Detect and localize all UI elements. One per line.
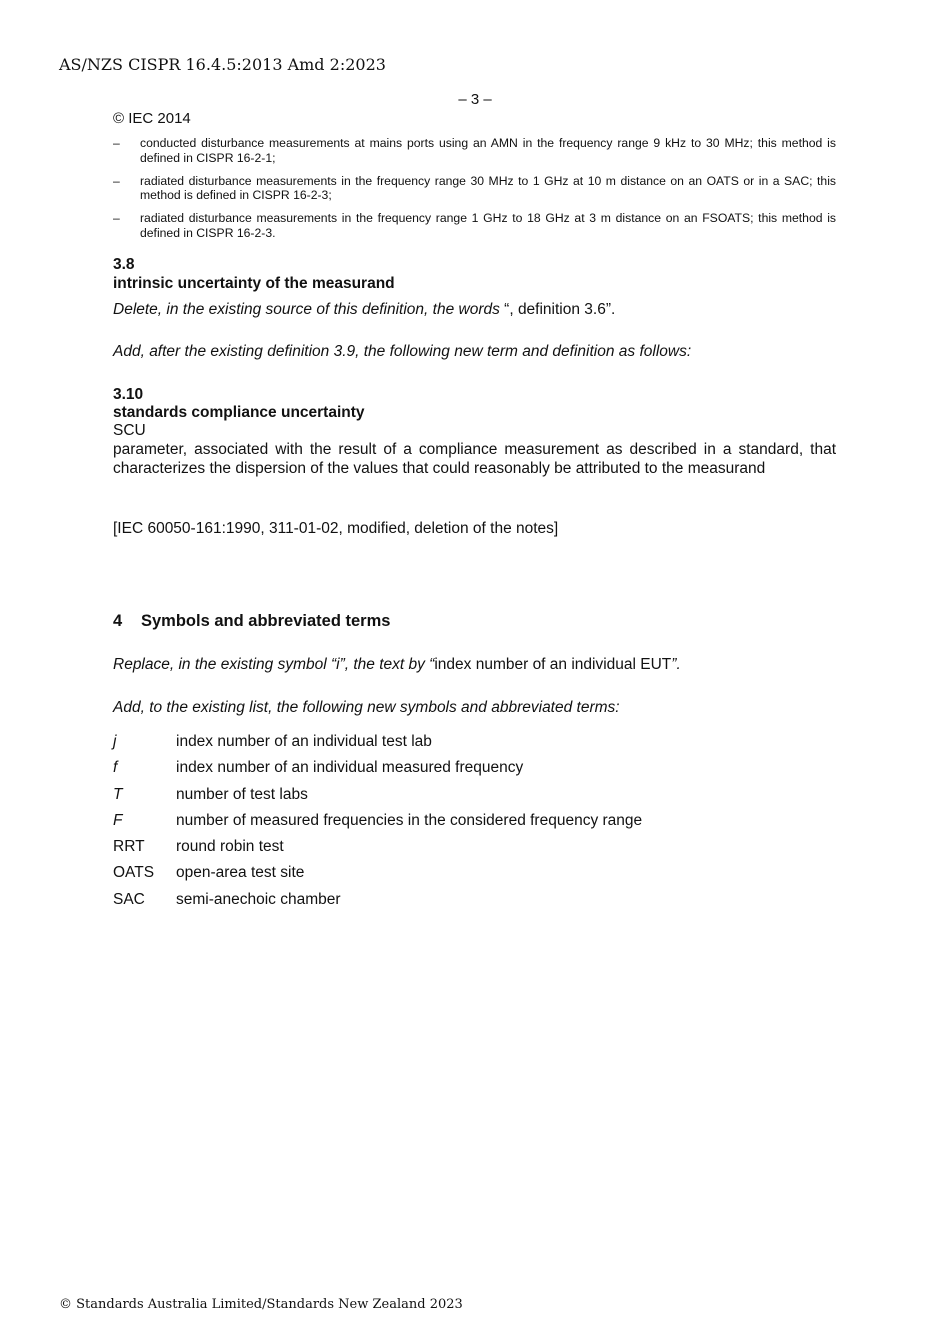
symbol-row <box>113 812 642 838</box>
symbol-meaning: open-area test site <box>176 864 305 882</box>
replace-instruction-end: ”. <box>671 656 681 673</box>
abbreviation: SAC <box>113 890 145 908</box>
clause-3-10-abbreviation: SCU <box>113 422 146 439</box>
instruction-plain: “, definition 3.6”. <box>499 301 616 318</box>
instruction-italic: Delete, in the existing source of this definition, the words <box>113 301 500 318</box>
clause-3-10-definition: parameter, associated with the result of a compliance measurement as described in a standard, that characterizes the dispersion of the values that could reasonably be attributed to the measurand <box>113 441 836 477</box>
add-symbols-instruction: Add, to the existing list, the following new symbols and abbreviated terms: <box>113 699 620 716</box>
symbol-row <box>113 891 642 917</box>
symbol-meaning: index number of an individual test lab <box>176 733 432 750</box>
methods-list <box>113 136 836 249</box>
abbreviation: OATS <box>113 864 155 882</box>
footer-copyright: © Standards Australia Limited/Standards New Zealand 2023 <box>59 1297 463 1312</box>
symbol: F <box>113 811 123 829</box>
list-dash: – <box>113 211 120 226</box>
list-item-text: radiated disturbance measurements in the frequency range 30 MHz to 1 GHz at 10 m distance on an OATS or in a SAC; this method is defined in CISPR 16-2-3; <box>140 173 836 203</box>
symbol-row <box>113 759 642 785</box>
symbol-meaning: number of measured frequencies in the considered frequency range <box>176 811 643 829</box>
symbols-list <box>113 733 642 917</box>
symbol-meaning: semi-anechoic chamber <box>176 890 341 908</box>
replace-instruction-plain: index number of an individual EUT <box>434 656 672 673</box>
clause-3-10-source: [IEC 60050-161:1990, 311-01-02, modified, deletion of the notes] <box>113 520 559 537</box>
section-4-heading <box>113 612 390 631</box>
add-instruction-3-10: Add, after the existing definition 3.9, the following new term and definition as follows: <box>113 343 692 360</box>
list-item <box>113 174 836 203</box>
symbol-row <box>113 838 642 864</box>
list-item <box>113 211 836 240</box>
page-number: – 3 – <box>458 91 492 108</box>
list-dash: – <box>113 173 120 188</box>
replace-instruction <box>113 656 836 674</box>
abbreviation: RRT <box>113 838 145 856</box>
section-4-title: Symbols and abbreviated terms <box>141 612 391 630</box>
replace-instruction-italic: Replace, in the existing symbol “i”, the text by “ <box>113 656 435 673</box>
symbol-row <box>113 786 642 812</box>
iec-copyright: © IEC 2014 <box>113 110 191 127</box>
list-item <box>113 136 836 165</box>
list-item-text: radiated disturbance measurements in the frequency range 1 GHz to 18 GHz at 3 m distance on an FSOATS; this method is defined in CISPR 16-2-3. <box>140 211 836 240</box>
list-dash: – <box>113 136 120 150</box>
clause-3-10-number: 3.10 <box>113 386 144 403</box>
list-item-text: conducted disturbance measurements at mains ports using an AMN in the frequency range 9 kHz to 30 MHz; this method is defined in CISPR 16-2-1; <box>140 136 836 165</box>
clause-3-8-term: intrinsic uncertainty of the measurand <box>113 275 395 292</box>
clause-3-8-instruction <box>113 301 836 319</box>
symbol-row <box>113 864 642 890</box>
symbol-meaning: round robin test <box>176 838 284 856</box>
symbol: j <box>113 733 117 750</box>
symbol: T <box>113 785 123 803</box>
symbol: f <box>113 759 118 777</box>
section-4-number: 4 <box>113 612 123 630</box>
symbol-row <box>113 733 642 759</box>
clause-3-8-number: 3.8 <box>113 256 135 273</box>
symbol-meaning: number of test labs <box>176 785 308 803</box>
document-header-id: AS/NZS CISPR 16.4.5:2013 Amd 2:2023 <box>59 55 386 74</box>
symbol-meaning: index number of an individual measured frequency <box>176 759 524 777</box>
clause-3-10-term: standards compliance uncertainty <box>113 404 365 421</box>
